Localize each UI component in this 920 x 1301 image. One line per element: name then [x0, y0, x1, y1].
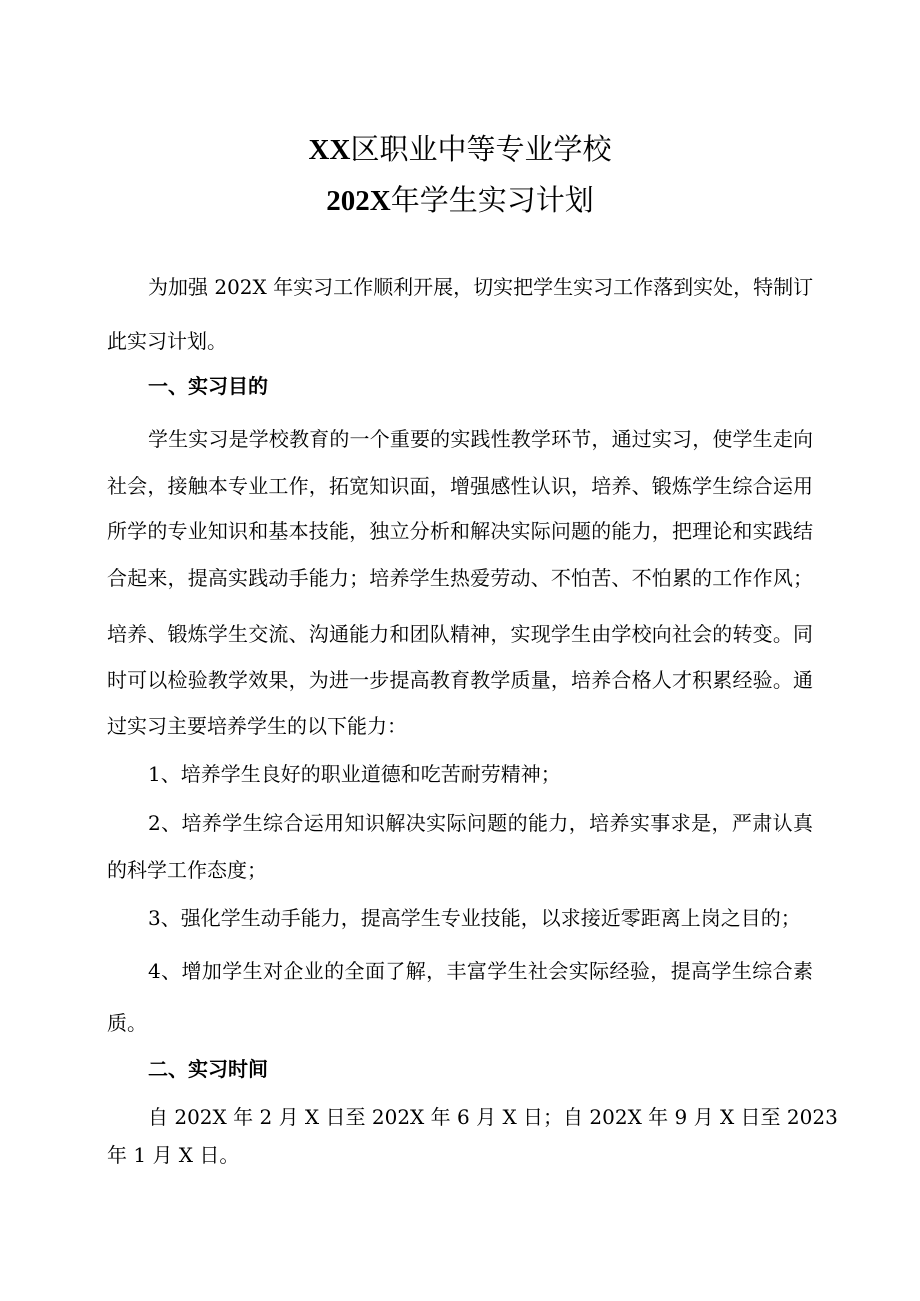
title-plan-name: 年学生实习计划 — [390, 183, 594, 217]
section1-para-line: 时可以检验教学效果，为进一步提高教育教学质量，培养合格人才积累经验。通 — [107, 668, 813, 692]
section1-para-line: 合起来，提高实践动手能力；培养学生热爱劳动、不怕苦、不怕累的工作作风； — [107, 566, 813, 590]
document-title-line1 — [0, 132, 920, 166]
title-prefix-xx: XX — [308, 134, 351, 166]
section2-para-line: 自 202X 年 2 月 X 日至 202X 年 6 月 X 日；自 202X 年 9 月 X 日至 2023 — [148, 1105, 838, 1129]
ability-item-2-cont: 的科学工作态度； — [107, 858, 267, 882]
ability-item-4: 4、增加学生对企业的全面了解，丰富学生社会实际经验，提高学生综合素 — [148, 959, 813, 983]
section1-para-line: 培养、锻炼学生交流、沟通能力和团队精神，实现学生由学校向社会的转变。同 — [107, 622, 813, 646]
title-prefix-year: 202X — [326, 185, 391, 217]
intro-line: 为加强 202X 年实习工作顺利开展，切实把学生实习工作落到实处，特制订 — [148, 275, 814, 299]
section1-heading: 一、实习目的 — [148, 374, 268, 398]
section1-para-line: 过实习主要培养学生的以下能力： — [107, 714, 407, 738]
section1-para-line: 社会，接触本专业工作，拓宽知识面，增强感性认识，培养、锻炼学生综合运用 — [107, 474, 813, 498]
ability-item-3: 3、强化学生动手能力，提高学生专业技能，以求接近零距离上岗之目的； — [148, 906, 801, 930]
document-title-line2 — [0, 183, 920, 217]
ability-item-1: 1、培养学生良好的职业道德和吃苦耐劳精神； — [148, 762, 561, 786]
section2-heading: 二、实习时间 — [148, 1057, 268, 1081]
ability-item-2: 2、培养学生综合运用知识解决实际问题的能力，培养实事求是，严肃认真 — [148, 811, 813, 835]
section2-para-line: 年 1 月 X 日。 — [107, 1143, 240, 1167]
ability-item-4-cont: 质。 — [107, 1011, 147, 1035]
section1-para-line: 学生实习是学校教育的一个重要的实践性教学环节，通过实习，使学生走向 — [148, 427, 813, 451]
intro-line: 此实习计划。 — [107, 329, 227, 353]
title-school-name: 区职业中等专业学校 — [350, 132, 612, 166]
section1-para-line: 所学的专业知识和基本技能，独立分析和解决实际问题的能力，把理论和实践结 — [107, 519, 813, 543]
